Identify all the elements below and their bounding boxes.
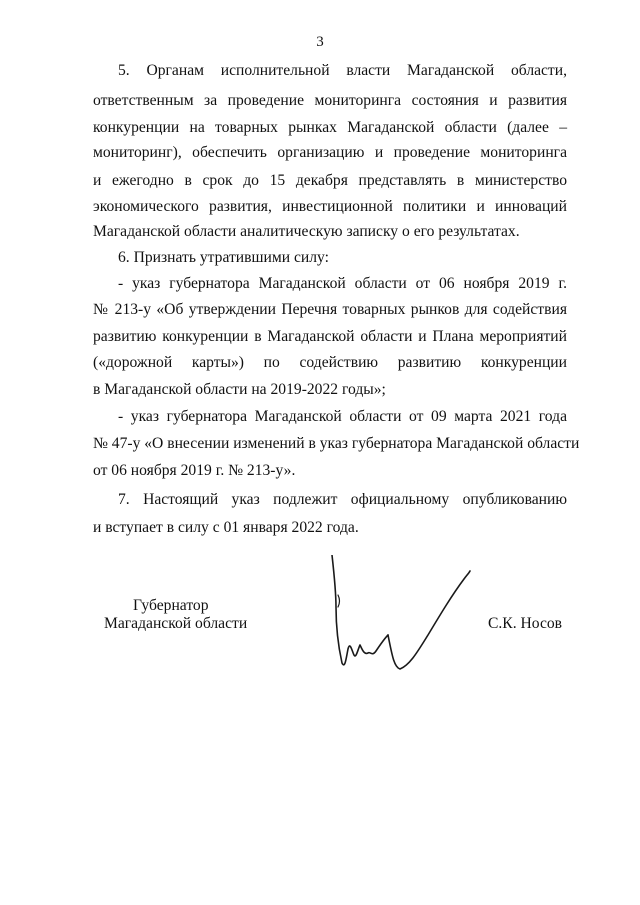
handwritten-signature <box>318 555 478 680</box>
paragraph-7-line-2: и вступает в силу с 01 января 2022 года. <box>93 519 359 536</box>
paragraph-5-line-3: конкуренции на товарных рынках Магаданской области (далее – <box>93 119 567 136</box>
paragraph-5-line-1: 5. Органам исполнительной власти Магаданской области, <box>118 62 567 79</box>
repealed-item-1-line-2: № 213-у «Об утверждении Перечня товарных рынков для содействия <box>93 301 567 318</box>
paragraph-6-heading: 6. Признать утратившими силу: <box>118 249 329 266</box>
paragraph-5-line-2: ответственным за проведение мониторинга состояния и развития <box>93 92 567 109</box>
paragraph-5-line-5: и ежегодно в срок до 15 декабря представлять в министерство <box>93 172 567 189</box>
paragraph-5-line-6: экономического развития, инвестиционной политики и инноваций <box>93 198 567 215</box>
paragraph-5-line-7: Магаданской области аналитическую записку о его результатах. <box>93 223 520 240</box>
signatory-title-line-1: Губернатор <box>133 597 209 614</box>
repealed-item-1-line-5: в Магаданской области на 2019-2022 годы»; <box>93 381 386 398</box>
signatory-title-line-2: Магаданской области <box>104 615 248 632</box>
repealed-item-1-line-4: («дорожной карты») по содействию развитию конкуренции <box>93 354 567 371</box>
paragraph-7-line-1: 7. Настоящий указ подлежит официальному опубликованию <box>118 491 567 508</box>
signatory-name: С.К. Носов <box>488 615 563 632</box>
page-number: 3 <box>316 34 324 50</box>
repealed-item-2-line-3: от 06 ноября 2019 г. № 213-у». <box>93 462 296 479</box>
paragraph-5-line-4: мониторинг), обеспечить организацию и проведение мониторинга <box>93 144 567 161</box>
repealed-item-1-line-1: - указ губернатора Магаданской области от 06 ноября 2019 г. <box>118 275 567 292</box>
repealed-item-1-line-3: развитию конкуренции в Магаданской области и Плана мероприятий <box>93 328 567 345</box>
repealed-item-2-line-1: - указ губернатора Магаданской области от 09 марта 2021 года <box>118 408 567 425</box>
repealed-item-2-line-2: № 47-у «О внесении изменений в указ губернатора Магаданской области <box>93 435 580 452</box>
